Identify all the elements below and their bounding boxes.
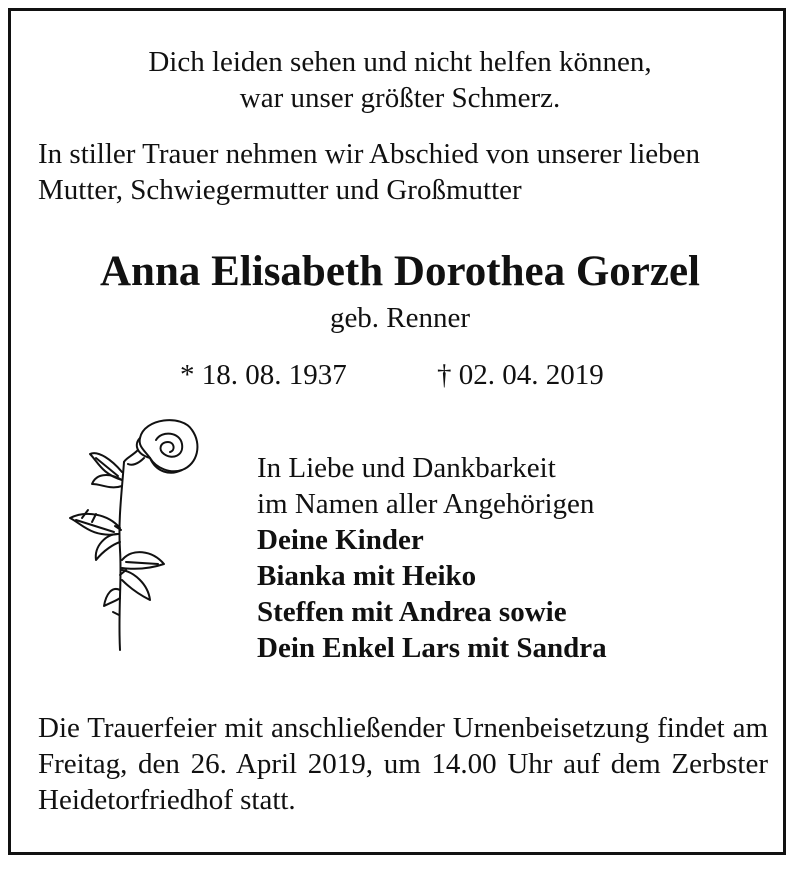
birth-date: * 18. 08. 1937 [180, 359, 347, 391]
deceased-name: Anna Elisabeth Dorothea Gorzel [99, 248, 700, 295]
signer: Bianka mit Heiko [257, 560, 477, 592]
signoff-line: im Namen aller Angehörigen [257, 488, 595, 520]
death-date: † 02. 04. 2019 [437, 359, 604, 391]
service-line: Die Trauerfeier mit anschließender Urnenbeisetzung [38, 712, 650, 744]
quote-line: war unser größter Schmerz. [239, 82, 561, 114]
signoff [257, 450, 607, 666]
intro-line: In stiller Trauer nehmen wir Abschied von unserer lieben [38, 138, 701, 170]
rose-icon [52, 410, 212, 670]
intro-text [38, 136, 768, 208]
signoff-line: In Liebe und Dankbarkeit [257, 452, 556, 484]
birth-name: geb. Renner [329, 302, 471, 334]
quote [0, 44, 800, 116]
signer: Deine Kinder [257, 524, 424, 556]
service-line: findet am Freitag, den 26. April 2019, um 14.00 Uhr auf [38, 712, 769, 780]
quote-line: Dich leiden sehen und nicht helfen können, [148, 46, 652, 78]
intro-line: Mutter, Schwiegermutter und Großmutter [38, 174, 522, 206]
signer: Steffen mit Andrea sowie [257, 596, 567, 628]
service-line: dem Zerbster Heidetorfriedhof statt. [38, 748, 769, 816]
signer: Dein Enkel Lars mit Sandra [257, 632, 607, 664]
service-info [38, 710, 768, 818]
